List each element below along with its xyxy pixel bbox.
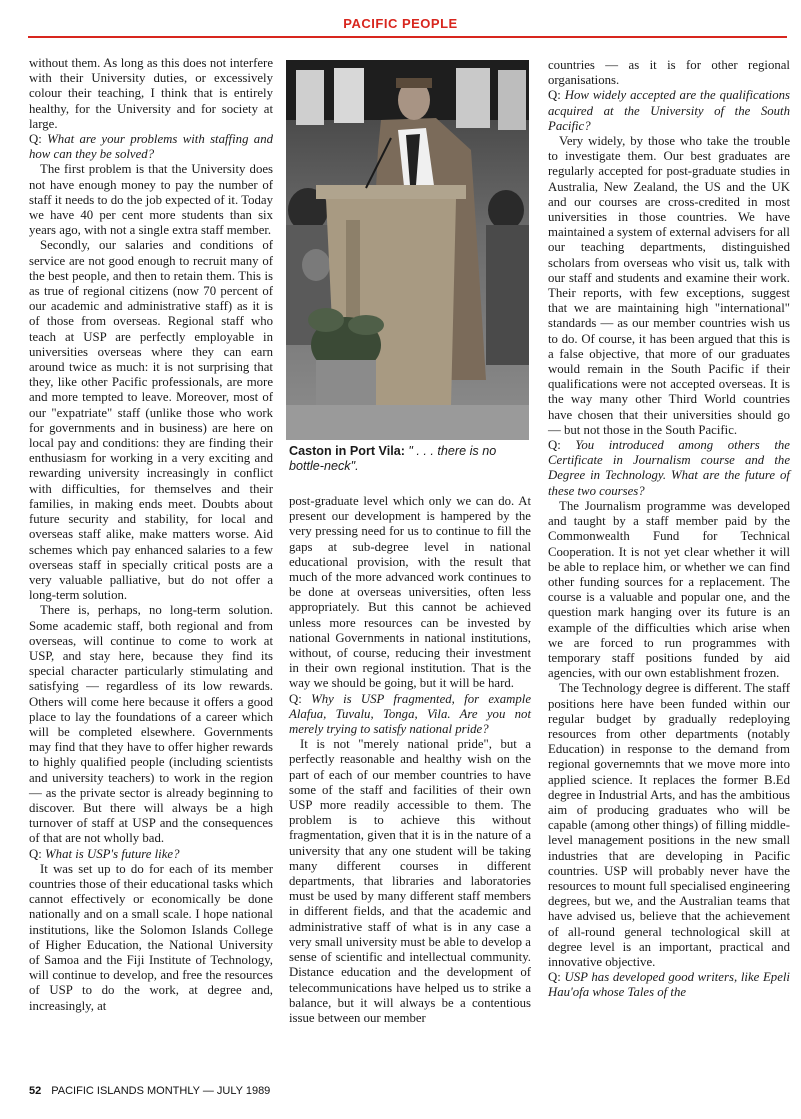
text-column-3 [548, 58, 790, 1001]
photo [286, 60, 529, 440]
question-label: Q: [548, 970, 561, 985]
body-paragraph: The Journalism programme was developed and taught by a staff member paid by the Commonwealth Fund for Technical Cooperation. It is not yet clear whether it will be able to replace him, or whether we can find other funding sources for a replacement. The course is a valuable and popular one, and the question mark hanging over its future is an example of the difficulties which arise when we are forced to run programmes with temporary staff positions funded by aid agencies, with our own establishment frozen. [548, 498, 790, 681]
question-text: What are your problems with staffing and how can they be solved? [29, 132, 273, 162]
question-paragraph [29, 847, 273, 862]
photo-caption [289, 444, 529, 474]
question-text: Why is USP fragmented, for example Alafua, Tuvalu, Tonga, Vila. Are you not merely trying to satisfy national pride? [289, 691, 531, 737]
body-paragraph: The Technology degree is different. The staff positions here have been funded within our regular budget by gradually redeploying resources from other departments (notably Education) in response to the demand from regional governemnts that we move more into applied science. It replaces the former B.Ed degree in Industrial Arts, and has the ambitious aim of producing graduates who will be capable (among other things) of filling middle-level management positions in the new small industries that are developing in Pacific countries. USP will probably never have the resources to mount full specialised engineering degrees, but we, and the Australian teams that have advised us, believe that the achievement of all-round general technological skill at degree level is an important, practical and innovative objective. [548, 681, 790, 969]
body-paragraph: It is not "merely national pride", but a perfectly reasonable and healthy wish on the part of each of our member countries to have some of the staff and facilities of their own USP more readily accessible to them. The problem is to achieve this without fragmentation, given that it is in the nature of a university that any one student will be taking many different courses in different departments, that libraries and laboratories must be used by many different staff members in different fields, and that the academic and administrative staff of what is in any case a very small university must be able to develop a sense of scientific and intellectual community. Distance education and the development of telecommunications have helped us to strike a balance, but it will always be a contentious issue between our member [289, 737, 531, 1025]
question-text: What is USP's future like? [41, 846, 180, 861]
caption-lead: Caston in Port Vila: [289, 444, 405, 458]
question-paragraph [29, 132, 273, 162]
question-paragraph [548, 970, 790, 1000]
body-paragraph: There is, perhaps, no long-term solution. Some academic staff, both regional and from overseas, will continue to come to work at USP, and stay here, because they find its special character particularly stimulating and satisfying — regardless of its low rewards. Others will come here because it offers a good place to lay the foundations of a career which will be completed elsewhere. Governments may find that they have to offer higher rewards to highly qualified people (including scientists and university teachers) to work in the region — as the private sector is already beginning to discover. But there will always be a high turnover of staff at USP and the consequences of that are not wholly bad. [29, 603, 273, 846]
page-footer [29, 1085, 270, 1097]
body-paragraph: without them. As long as this does not interfere with their University duties, or excessively colour their teaching, I think that is entirely healthy, for the University and for society at large. [29, 56, 273, 131]
photo-credit [274, 64, 286, 254]
text-column-1 [29, 56, 273, 1014]
question-label: Q: [29, 846, 42, 861]
body-paragraph: The first problem is that the University does not have enough money to pay the number of staff it needs to do the job expected of it. Today we have 40 per cent more students than six years ago, with not a single extra staff member. [29, 162, 273, 238]
section-header [0, 0, 801, 40]
body-paragraph: Secondly, our salaries and conditions of service are not good enough to recruit many of the best people, and then to retain them. This is as true of regional citizens (now 70 percent of our academic and administrative staff) as it is of those from overseas. Regional staff who teach at USP are perfectly employable in universities overseas where they can earn around twice as much: it is not surprising that they, like other Pacific professionals, are more and more tempted to leave. Moreover, most of our "expatriate" staff (unlike those who work for governments and in business) are here on local pay and conditions: they are finding their enthusiasm for working in a very exciting and rewarding university increasingly in conflict with difficulties, for themselves and their families, in making ends meet. Doubts about future security and stability, for local and overseas staff alike, make matters worse. Aid schemes which pay enhanced salaries to a few overseas staff in specially critical posts are a very valuable palliative, but do not offer a long-term solution. [29, 238, 273, 603]
question-paragraph [548, 438, 790, 499]
question-text: You introduced among others the Certificate in Journalism course and the Degree in Technology. What are the future of these two courses? [548, 438, 790, 498]
body-paragraph: countries — as it is for other regional organisations. [548, 58, 790, 88]
question-paragraph [548, 88, 790, 134]
question-paragraph [289, 692, 531, 738]
header-rule [28, 36, 787, 38]
body-paragraph: It was set up to do for each of its member countries those of their educational tasks which cannot effectively or economically be done nationally and on a small scale. I hope national institutions, like the Solomon Islands College of Higher Education, the National University of Samoa and the Fiji Institute of Technology, will continue to develop, and free the resources of USP to do the work, at degree and, increasingly, at [29, 861, 273, 1013]
question-label: Q: [548, 88, 561, 103]
publication-line: PACIFIC ISLANDS MONTHLY — JULY 1989 [51, 1085, 271, 1097]
caption-quote: " . . . there is no bottle-neck". [289, 444, 497, 473]
body-paragraph: Very widely, by those who take the trouble to investigate them. Our best graduates are regularly accepted for post-graduate studies in Australia, New Zealand, the US and the UK and our courses are cross-credited in most universities in those countries. We have maintained a system of external advisers for all our teaching departments, distinguished scholars from overseas who visit us, talk with our staff and students and examine their work. Their reports, with few exceptions, suggest that we are maintaining high "international" standards — as our member countries wish us to do. Of course, it has been argued that this is a false objective, that more of our graduates would remain in the South Pacific if their qualifications were not accepted overseas. It is the way many other Third World countries have chosen that their universities should go — but not those in the South Pacific. [548, 134, 790, 437]
question-label: Q: [548, 438, 561, 453]
text-column-2 [289, 494, 531, 1026]
question-text: USP has developed good writers, like Epeli Hau'ofa whose Tales of the [548, 970, 790, 1000]
page-number: 52 [29, 1085, 42, 1097]
section-title: PACIFIC PEOPLE [343, 16, 458, 31]
question-label: Q: [289, 691, 302, 706]
question-label: Q: [29, 132, 42, 147]
question-text: How widely accepted are the qualifications acquired at the University of the South Pacific? [548, 88, 790, 133]
speaker-photo-image [286, 60, 529, 440]
body-paragraph: post-graduate level which only we can do. At present our development is hampered by the very pressing need for us to continue to fill the gaps at sub-degree level in national educational provision, with the result that much of the more advanced work continues to be done at overseas universities, often less appropriately. But this cannot be achieved unless more resources can be invested by national Governments in national institutions, without, of course, reducing their investment in their own regional institution. That is the way we should be going, but it will be hard. [289, 494, 531, 691]
